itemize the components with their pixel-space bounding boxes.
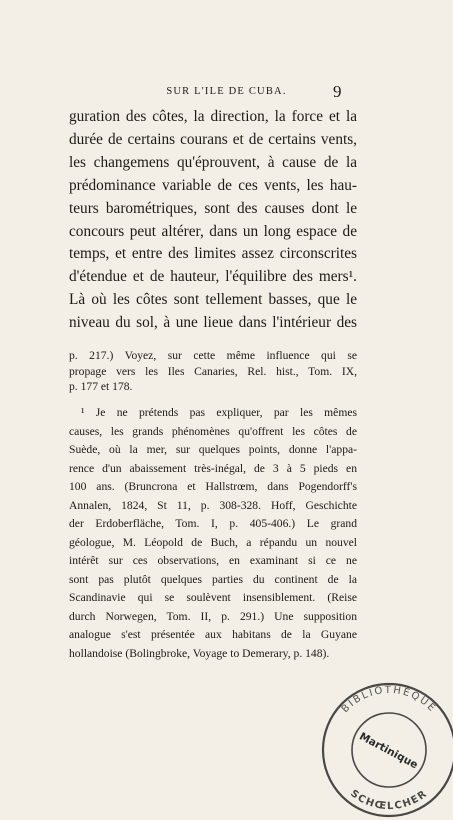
main-text xyxy=(69,106,357,335)
footnote-line: der Erdoberfläche, Tom. I, p. 405-406.) Le grand xyxy=(69,517,357,530)
text-line: les changemens qu'éprouvent, à cause de la xyxy=(69,153,357,171)
footnote-line: Annalen, 1824, St 11, p. 308-328. Hoff, Geschichte xyxy=(69,498,357,512)
footnote-line: rence d'un abaissement très-inégal, de 3 à 5 pieds en xyxy=(69,461,357,475)
footnote-line: 100 ans. (Bruncrona et Hallstrœm, dans Pogendorff's xyxy=(69,480,357,493)
footnote-line: p. 177 et 178. xyxy=(69,380,133,394)
footnote-line: p. 217.) Voyez, sur cette même influence qui se xyxy=(69,349,357,362)
footnote-line: hollandoise (Bolingbroke, Voyage to Demerary, p. 148). xyxy=(69,646,330,660)
footnote-line: intérêt sur ces observations, en examinant si ce ne xyxy=(69,554,357,567)
running-title: SUR L'ILE DE CUBA. xyxy=(166,86,287,97)
text-line: d'étendue et de hauteur, l'équilibre des mers¹. xyxy=(69,268,357,286)
text-line: niveau du sol, à une lieue dans l'intérieur des xyxy=(69,314,357,332)
footnote-line: Scandinavie qui se soulèvent insensiblement. (Reise xyxy=(69,591,357,604)
running-head xyxy=(0,84,453,104)
page-number: 9 xyxy=(333,82,342,101)
footnote-line: analogue s'est présentée aux habitans de la Guyane xyxy=(69,628,357,641)
footnote-line: causes, les grands phénomènes qu'offrent les côtes de xyxy=(69,424,357,438)
footnote-line: géologue, M. Léopold de Buch, a répandu un nouvel xyxy=(69,535,357,549)
footnote-line: propage vers les Iles Canaries, Rel. hist., Tom. IX, xyxy=(69,364,357,378)
text-line: guration des côtes, la direction, la force et la xyxy=(69,108,357,125)
stamp-center-text: Martinique xyxy=(357,730,420,772)
text-line: teurs barométriques, sont des causes dont le xyxy=(69,199,357,217)
text-line: prédominance variable de ces vents, les hau- xyxy=(69,176,357,194)
footnote-continuation xyxy=(69,348,357,395)
text-line: temps, et entre des limites assez circonscrites xyxy=(69,245,357,263)
library-stamp xyxy=(314,680,453,820)
footnote-line: durch Norwegen, Tom. II, p. 291.) Une supposition xyxy=(69,609,357,623)
stamp-top-text: BIBLIOTHÈQUE xyxy=(339,684,439,716)
stamp-bottom-text: SCHŒLCHER xyxy=(348,788,430,813)
footnote-line: Suède, où la mer, sur quelques points, donne l'appa- xyxy=(69,443,357,456)
footnote xyxy=(69,404,357,663)
footnote-line: ¹ Je ne prétends pas expliquer, par les mêmes xyxy=(81,406,357,419)
text-line: Là où les côtes sont tellement basses, que le xyxy=(69,291,357,309)
text-line: concours peut altérer, dans un long espace de xyxy=(69,222,357,240)
text-line: durée de certains courans et de certains vents, xyxy=(69,130,357,148)
footnote-line: sont pas plutôt quelques parties du continent de la xyxy=(69,572,357,586)
